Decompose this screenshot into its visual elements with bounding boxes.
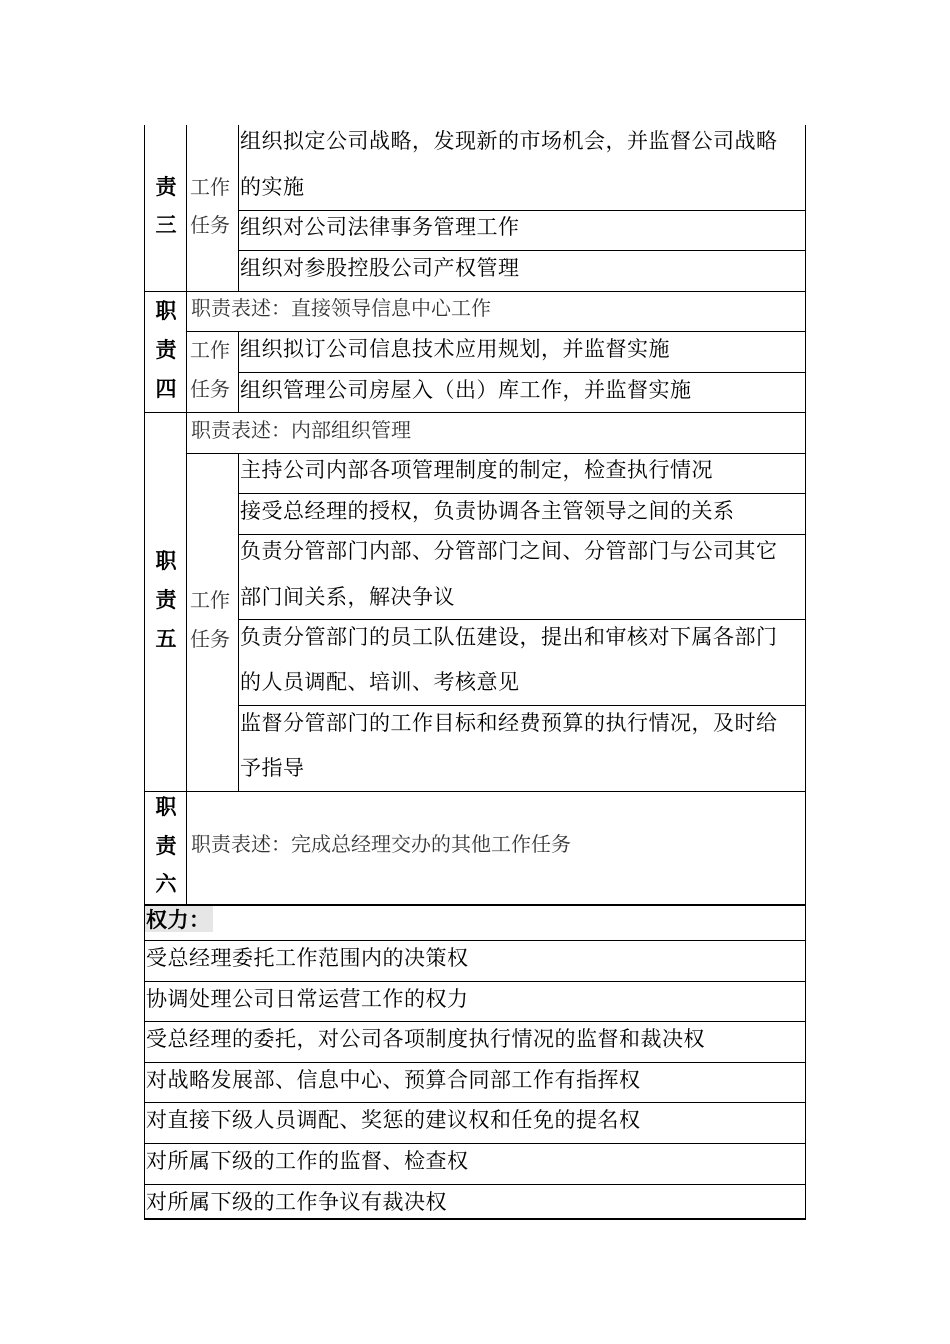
duty-3-task-1-cont: 的实施	[240, 175, 305, 199]
power-item: 对战略发展部、信息中心、预算合同部工作有指挥权	[146, 1068, 641, 1092]
task-label-line: 工作	[190, 175, 230, 199]
duty-5-task-3: 负责分管部门内部、分管部门之间、分管部门与公司其它	[240, 539, 778, 563]
duty-5-task-4: 负责分管部门的员工队伍建设，提出和审核对下属各部门	[240, 625, 778, 649]
duty-6-heading-char: 责	[155, 834, 177, 858]
duty-5-task-2: 接受总经理的授权，负责协调各主管领导之间的关系	[240, 499, 735, 523]
duty-5-task-4-cont: 的人员调配、培训、考核意见	[240, 670, 520, 694]
duty-5-heading-char: 职	[155, 549, 177, 573]
duty-5-task-5: 监督分管部门的工作目标和经费预算的执行情况，及时给	[240, 711, 778, 735]
task-label-line: 任务	[190, 627, 230, 651]
task-label-line: 任务	[190, 377, 230, 401]
duty-5-statement: 职责表述：内部组织管理	[191, 418, 411, 442]
duty-3-heading-char: 责	[155, 175, 177, 199]
power-item: 受总经理委托工作范围内的决策权	[146, 946, 469, 970]
powers-title: 权力：	[146, 908, 211, 932]
duty-4-statement: 职责表述：直接领导信息中心工作	[191, 296, 491, 320]
duty-3-task-1: 组织拟定公司战略，发现新的市场机会，并监督公司战略	[240, 129, 778, 153]
duty-5-task-3-cont: 部门间关系，解决争议	[240, 585, 455, 609]
duty-4-heading-char: 四	[155, 377, 177, 401]
duty-6-statement: 职责表述：完成总经理交办的其他工作任务	[191, 832, 571, 856]
task-label-line: 任务	[190, 213, 230, 237]
duty-5-heading-char: 责	[155, 588, 177, 612]
duty-4-heading-char: 职	[155, 299, 177, 323]
power-item: 受总经理的委托，对公司各项制度执行情况的监督和裁决权	[146, 1027, 705, 1051]
power-item: 对所属下级的工作争议有裁决权	[146, 1190, 447, 1214]
power-item: 对所属下级的工作的监督、检查权	[146, 1149, 469, 1173]
task-label-line: 工作	[190, 338, 230, 362]
duty-3-task-2: 组织对公司法律事务管理工作	[240, 215, 520, 239]
duty-5-task-5-cont: 予指导	[240, 756, 305, 780]
duty-5-heading-char: 五	[155, 627, 177, 651]
duty-3-heading-char: 三	[155, 213, 177, 237]
duty-6-heading-char: 职	[155, 795, 177, 819]
duty-5-task-1: 主持公司内部各项管理制度的制定，检查执行情况	[240, 458, 713, 482]
task-label-line: 工作	[190, 588, 230, 612]
power-item: 协调处理公司日常运营工作的权力	[146, 987, 469, 1011]
duty-4-task-2: 组织管理公司房屋入（出）库工作，并监督实施	[240, 378, 692, 402]
duty-4-task-1: 组织拟订公司信息技术应用规划，并监督实施	[240, 337, 670, 361]
duty-3-task-3: 组织对参股控股公司产权管理	[240, 256, 520, 280]
duty-6-heading-char: 六	[155, 872, 177, 896]
duty-4-heading-char: 责	[155, 338, 177, 362]
power-item: 对直接下级人员调配、奖惩的建议权和任免的提名权	[146, 1108, 641, 1132]
